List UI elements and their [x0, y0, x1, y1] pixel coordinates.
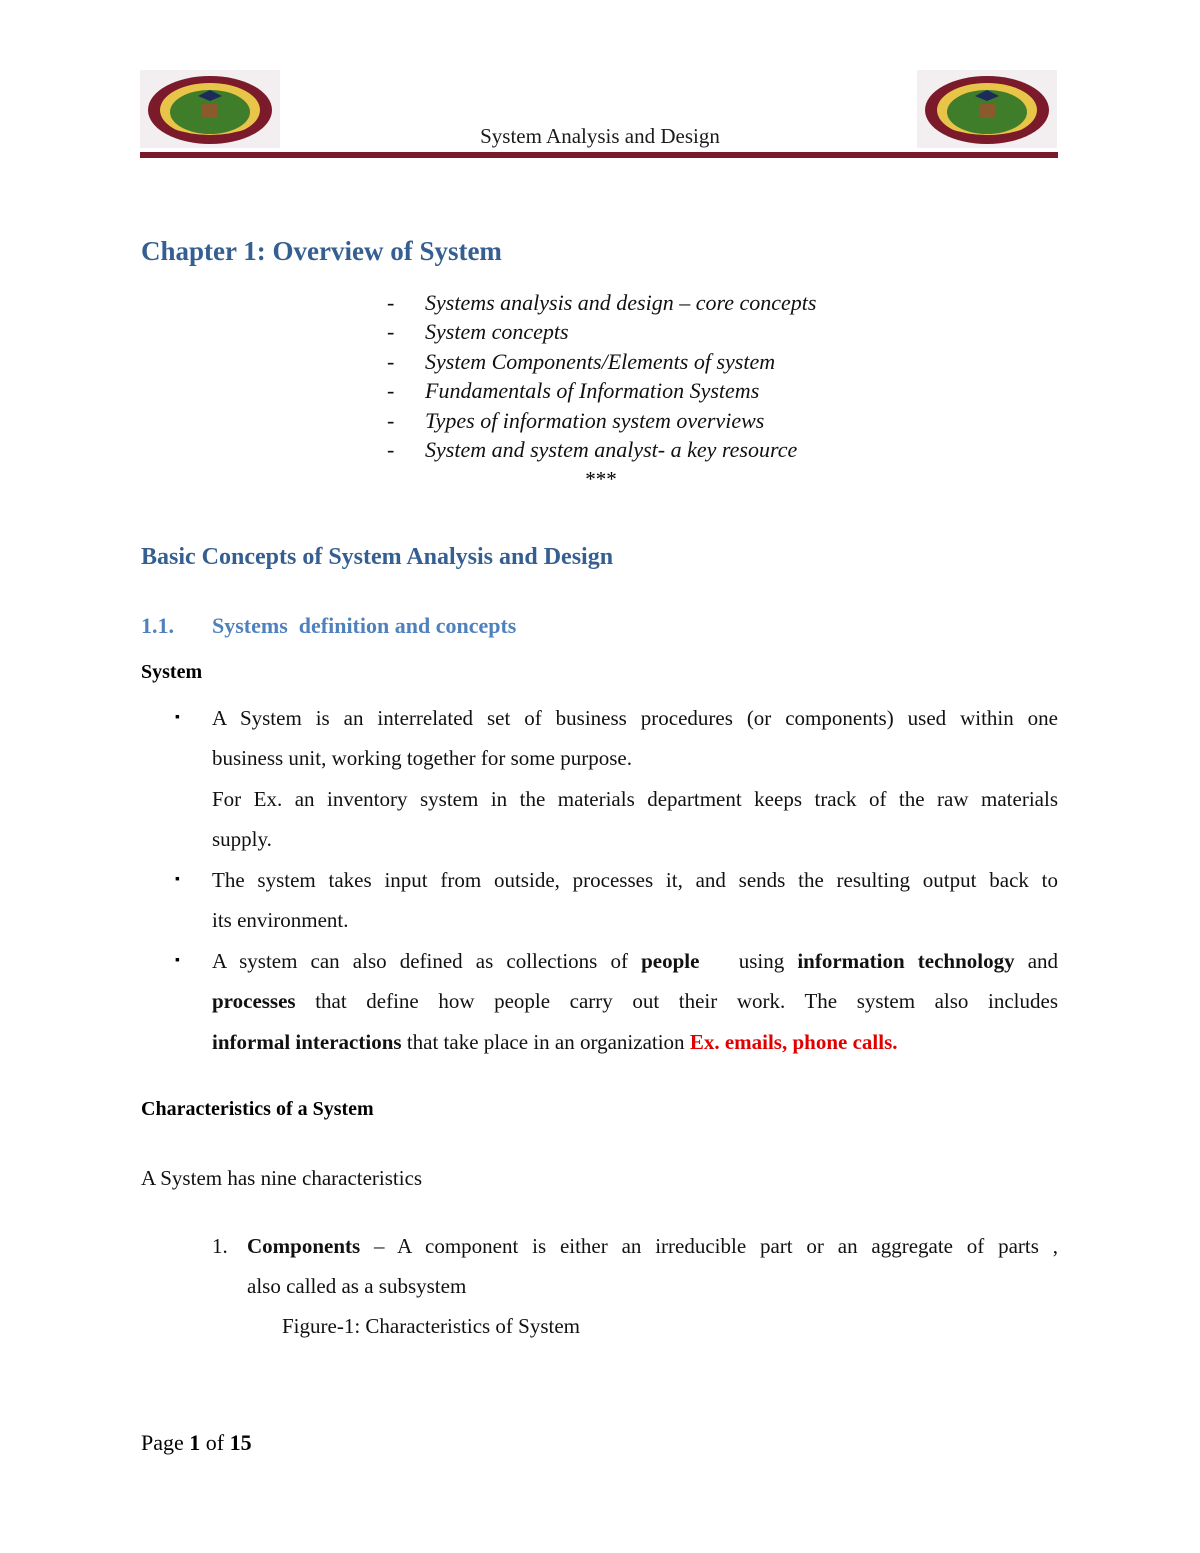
bullet-1-example-line-2: supply. [212, 827, 272, 851]
item-1-line-2: also called as a subsystem [247, 1274, 467, 1298]
bullet-marker: ▪ [175, 872, 180, 887]
bullet-1-line-1: A System is an interrelated set of business procedures (or components) used within one [212, 706, 1058, 730]
topic-item: - System concepts [387, 319, 569, 345]
header-title: System Analysis and Design [480, 124, 720, 148]
subsection-number: 1.1. [141, 613, 174, 638]
bullet-3-line-1: A system can also defined as collections of people using information technology and [212, 949, 1059, 973]
term-components: Components [247, 1234, 361, 1258]
topic-item: - Systems analysis and design – core concepts [387, 290, 817, 315]
bullet-1-line-2: business unit, working together for some purpose. [212, 746, 632, 770]
highlight-example: Ex. emails, phone calls. [689, 1030, 898, 1054]
page-number: Page 1 of 15 [141, 1430, 252, 1455]
bullet-2-line-1: The system takes input from outside, processes it, and sends the resulting output back to [212, 868, 1058, 892]
bullet-marker: ▪ [175, 953, 180, 968]
term-processes: processes [212, 989, 296, 1013]
section-title: Basic Concepts of System Analysis and Design [141, 544, 614, 570]
topic-item: - System and system analyst- a key resource [387, 436, 798, 462]
characteristics-intro: A System has nine characteristics [141, 1166, 423, 1190]
bullet-3-line-3: informal interactions that take place in an organization Ex. emails, phone calls. [212, 1030, 898, 1054]
chapter-title: Chapter 1: Overview of System [141, 236, 502, 266]
item-1-line-1: Components – A component is either an irreducible part or an aggregate of parts , [247, 1234, 1059, 1258]
topic-item: - System Components/Elements of system [387, 348, 776, 374]
bullet-1-example-line-1: For Ex. an inventory system in the materials department keeps track of the raw materials [212, 787, 1058, 811]
figure-caption: Figure-1: Characteristics of System [282, 1314, 581, 1338]
bullet-3-line-2: processes that define how people carry out their work. The system also includes [212, 989, 1059, 1013]
bullet-2-line-2: its environment. [212, 908, 349, 932]
subsection-title: Systems definition and concepts [212, 613, 517, 638]
term-information-technology: information technology [797, 949, 1015, 973]
topic-item: - Types of information system overviews [387, 407, 765, 433]
system-heading: System [141, 661, 203, 683]
header-rule [140, 152, 1058, 158]
chapter-topics-list [387, 290, 816, 466]
item-number: 1. [212, 1234, 228, 1258]
bullet-marker: ▪ [175, 710, 180, 725]
subsection-heading [141, 613, 516, 639]
separator-stars: *** [585, 467, 617, 491]
college-logo-right [917, 70, 1057, 148]
term-people: people [641, 949, 700, 973]
topic-item: - Fundamentals of Information Systems [387, 378, 760, 404]
term-informal-interactions: informal interactions [212, 1030, 402, 1054]
characteristics-heading: Characteristics of a System [141, 1098, 374, 1120]
